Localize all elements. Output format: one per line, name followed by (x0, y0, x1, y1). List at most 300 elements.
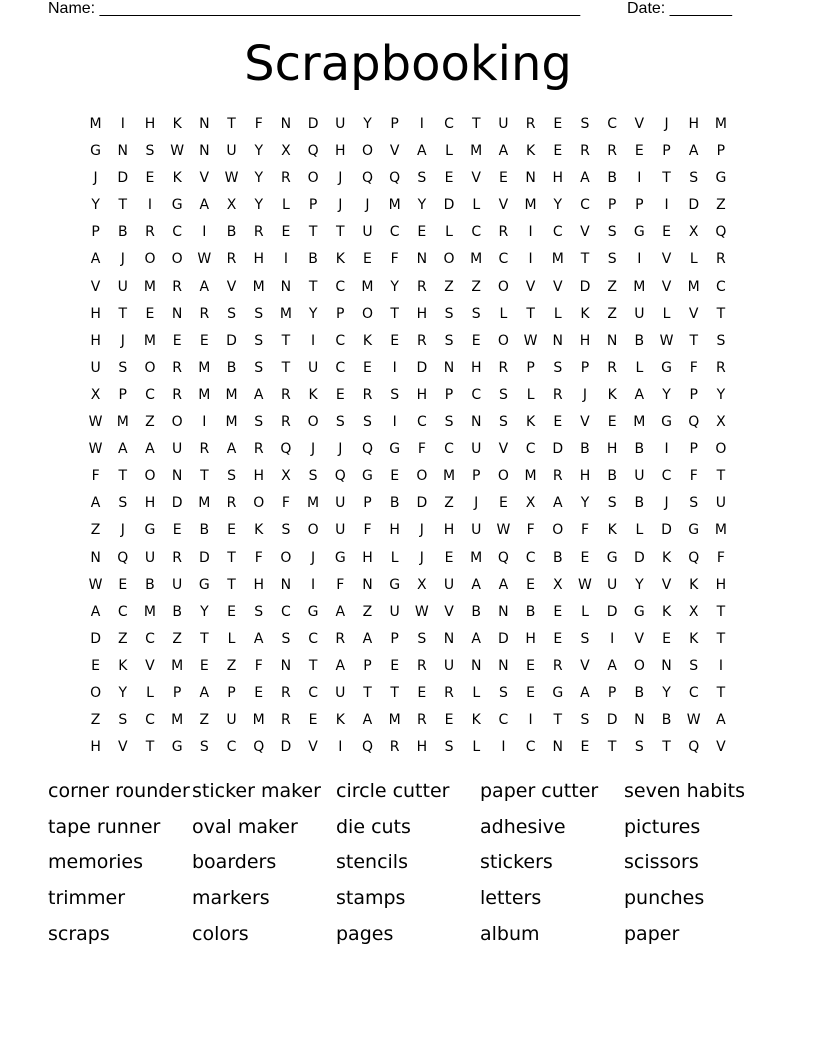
grid-letter: G (389, 441, 401, 458)
grid-letter: O (497, 468, 509, 485)
grid-letter: S (498, 684, 508, 701)
grid-letter: R (335, 630, 346, 647)
word-list-item: colors (192, 922, 249, 945)
grid-letter: E (444, 170, 454, 187)
grid-letter: R (172, 549, 183, 566)
grid-letter: H (144, 116, 156, 132)
grid-letter: S (444, 332, 454, 349)
grid-letter: A (253, 630, 264, 647)
grid-letter: X (281, 143, 291, 160)
grid-letter: M (524, 197, 537, 214)
grid-letter: W (414, 603, 429, 620)
grid-letter: I (147, 197, 153, 214)
grid-letter: V (389, 143, 400, 160)
grid-letter: U (172, 576, 183, 593)
grid-letter: S (281, 522, 291, 539)
grid-letter: T (716, 305, 726, 322)
grid-letter: P (227, 684, 236, 701)
grid-letter: T (553, 712, 563, 729)
grid-letter: O (90, 684, 102, 701)
grid-letter: N (362, 576, 373, 593)
word-list-item: trimmer (48, 887, 126, 910)
grid-letter: K (172, 170, 182, 187)
grid-letter: N (117, 143, 129, 160)
grid-letter: Q (688, 549, 700, 566)
grid-letter: C (607, 116, 618, 132)
grid-letter: S (580, 116, 590, 132)
grid-letter: E (526, 576, 536, 593)
grid-letter: U (607, 576, 618, 593)
grid-letter: E (145, 170, 155, 187)
grid-letter: O (144, 251, 156, 268)
grid-letter: V (634, 630, 645, 647)
grid-letter: G (307, 603, 319, 620)
grid-letter: O (171, 414, 183, 431)
grid-letter: U (362, 224, 373, 241)
grid-letter: O (552, 522, 564, 539)
grid-letter: S (444, 305, 454, 322)
grid-letter: E (390, 657, 400, 674)
word-list-item: seven habits (624, 780, 745, 802)
grid-letter: E (199, 332, 209, 349)
grid-letter: P (607, 684, 617, 701)
grid-letter: S (254, 359, 264, 376)
grid-letter: A (199, 197, 210, 214)
grid-letter: U (634, 468, 645, 485)
grid-letter: A (471, 630, 481, 647)
grid-letter: D (416, 359, 428, 376)
grid-letter: S (118, 495, 128, 512)
grid-letter: W (659, 332, 674, 349)
grid-letter: R (281, 414, 291, 431)
word-list-item: scraps (48, 922, 110, 945)
grid-letter: E (580, 549, 590, 566)
grid-letter: E (607, 414, 617, 431)
word-list-item: die cuts (336, 815, 411, 838)
grid-letter: F (91, 468, 100, 485)
grid-letter: W (88, 576, 103, 593)
grid-letter: H (389, 522, 400, 539)
grid-letter: S (553, 359, 563, 376)
grid-letter: L (689, 251, 698, 268)
grid-letter: R (281, 712, 291, 729)
grid-letter: H (552, 170, 564, 187)
grid-letter: N (634, 712, 645, 729)
grid-letter: Q (117, 549, 129, 566)
grid-letter: R (281, 386, 291, 403)
word-search-grid (82, 111, 735, 761)
grid-letter: F (336, 576, 345, 593)
grid-letter: L (146, 684, 154, 701)
grid-letter: M (687, 278, 700, 295)
grid-letter: V (90, 278, 101, 295)
grid-letter: H (470, 359, 482, 376)
grid-letter: I (528, 224, 533, 241)
grid-letter: U (117, 278, 128, 295)
grid-letter: A (716, 712, 726, 729)
grid-letter: M (198, 495, 211, 512)
grid-letter: T (526, 305, 535, 322)
grid-letter: K (661, 549, 672, 566)
grid-letter: J (419, 549, 424, 566)
grid-letter: Q (307, 143, 319, 160)
grid-letter: A (607, 657, 617, 674)
grid-letter: Q (334, 468, 346, 485)
grid-letter: R (172, 359, 183, 376)
grid-letter: V (661, 278, 672, 295)
grid-letter: J (120, 251, 125, 268)
grid-letter: S (498, 414, 508, 431)
grid-letter: P (363, 657, 372, 674)
grid-letter: A (199, 684, 210, 701)
grid-letter: P (390, 116, 399, 132)
grid-letter: O (171, 251, 183, 268)
grid-letter: W (88, 441, 103, 458)
grid-letter: C (416, 414, 427, 431)
grid-letter: G (606, 549, 618, 566)
grid-letter: S (254, 305, 264, 322)
grid-letter: Y (635, 576, 644, 593)
grid-letter: A (498, 576, 509, 593)
grid-letter: H (416, 739, 428, 756)
grid-letter: E (91, 657, 101, 674)
grid-letter: P (471, 468, 481, 485)
grid-letter: R (172, 278, 183, 295)
grid-letter: C (308, 630, 318, 647)
grid-letter: D (198, 549, 210, 566)
grid-letter: I (501, 739, 506, 756)
grid-letter: P (91, 224, 100, 241)
grid-letter: Z (172, 630, 182, 647)
grid-letter: R (444, 684, 454, 701)
grid-letter: O (307, 414, 319, 431)
grid-letter: U (226, 143, 237, 160)
grid-letter: E (363, 251, 372, 268)
grid-letter: M (361, 278, 374, 295)
grid-letter: V (580, 224, 590, 241)
grid-letter: T (308, 224, 318, 241)
grid-letter: D (498, 630, 509, 647)
grid-letter: N (280, 278, 292, 295)
word-list-item: memories (48, 851, 144, 874)
grid-letter: L (282, 197, 290, 214)
grid-letter: I (202, 414, 207, 431)
grid-letter: R (226, 495, 237, 512)
grid-letter: C (661, 468, 672, 485)
grid-letter: X (688, 603, 699, 620)
grid-letter: D (661, 522, 672, 539)
grid-letter: R (145, 224, 155, 241)
grid-letter: H (253, 576, 264, 593)
grid-letter: Y (553, 197, 563, 214)
grid-letter: B (172, 603, 182, 620)
grid-letter: K (254, 522, 264, 539)
grid-letter: G (171, 197, 183, 214)
grid-letter: B (389, 495, 400, 512)
grid-letter: T (716, 630, 726, 647)
grid-letter: G (661, 414, 672, 431)
grid-letter: R (389, 739, 400, 756)
grid-letter: G (688, 522, 700, 539)
grid-letter: A (90, 495, 101, 512)
grid-letter: R (416, 332, 427, 349)
grid-letter: H (253, 468, 264, 485)
grid-letter: I (338, 739, 343, 756)
grid-letter: C (498, 251, 509, 268)
grid-letter: U (389, 603, 400, 620)
grid-letter: L (472, 684, 481, 701)
grid-letter: T (308, 278, 318, 295)
grid-letter: A (145, 441, 155, 458)
grid-letter: O (144, 468, 156, 485)
grid-letter: T (118, 305, 128, 322)
word-list-item: paper cutter (480, 780, 599, 802)
grid-letter: B (607, 170, 617, 187)
grid-letter: O (443, 251, 455, 268)
grid-letter: R (552, 386, 563, 403)
grid-letter: X (525, 495, 536, 512)
grid-letter: Q (280, 441, 292, 458)
grid-letter: D (606, 603, 618, 620)
grid-letter: K (580, 305, 590, 322)
grid-letter: Z (199, 712, 210, 729)
grid-letter: C (525, 441, 536, 458)
grid-letter: V (525, 278, 536, 295)
grid-letter: H (253, 251, 264, 268)
grid-letter: S (498, 386, 508, 403)
grid-letter: T (662, 170, 671, 187)
grid-letter: N (171, 468, 183, 485)
grid-letter: S (145, 143, 155, 160)
grid-letter: J (338, 197, 343, 214)
word-list-item: pages (336, 922, 394, 945)
grid-letter: P (118, 386, 127, 403)
grid-letter: I (637, 170, 642, 187)
grid-letter: O (633, 657, 645, 674)
grid-letter: Q (715, 224, 727, 241)
grid-letter: Y (417, 197, 427, 214)
grid-letter: Y (308, 305, 318, 322)
grid-letter: W (523, 332, 538, 349)
grid-letter: E (498, 495, 508, 512)
grid-letter: N (552, 739, 564, 756)
grid-letter: M (633, 278, 646, 295)
grid-letter: W (224, 170, 239, 187)
grid-letter: E (227, 603, 236, 620)
grid-letter: N (280, 576, 292, 593)
grid-letter: D (579, 278, 591, 295)
grid-letter: R (498, 359, 509, 376)
grid-letter: R (607, 143, 618, 160)
grid-letter: U (144, 549, 156, 566)
grid-letter: L (581, 603, 589, 620)
word-list-item: letters (480, 887, 542, 910)
grid-letter: C (580, 197, 590, 214)
grid-letter: W (88, 414, 103, 431)
grid-letter: U (335, 684, 346, 701)
grid-letter: E (498, 170, 508, 187)
grid-letter: S (689, 495, 699, 512)
grid-letter: A (580, 170, 590, 187)
grid-letter: U (634, 305, 645, 322)
grid-letter: M (470, 549, 483, 566)
grid-letter: D (633, 549, 645, 566)
grid-letter: Q (361, 441, 373, 458)
grid-letter: X (552, 576, 563, 593)
grid-letter: F (363, 522, 372, 539)
grid-letter: S (444, 414, 454, 431)
grid-letter: R (416, 657, 427, 674)
grid-letter: Q (361, 739, 373, 756)
grid-letter: E (390, 332, 400, 349)
grid-letter: X (90, 386, 101, 403)
grid-letter: R (716, 251, 726, 268)
grid-letter: E (281, 224, 291, 241)
grid-letter: O (307, 170, 319, 187)
grid-letter: Z (145, 414, 155, 431)
grid-letter: O (497, 278, 509, 295)
grid-letter: E (363, 359, 372, 376)
grid-letter: H (606, 441, 618, 458)
grid-letter: R (416, 712, 427, 729)
grid-letter: H (90, 305, 101, 322)
grid-letter: Z (90, 712, 101, 729)
grid-letter: P (308, 197, 318, 214)
grid-letter: M (307, 495, 320, 512)
grid-letter: D (307, 116, 319, 132)
grid-letter: R (362, 386, 373, 403)
grid-letter: G (171, 739, 183, 756)
grid-letter: T (118, 468, 128, 485)
grid-letter: E (444, 549, 454, 566)
grid-letter: I (664, 441, 669, 458)
grid-letter: S (716, 332, 726, 349)
grid-letter: P (716, 143, 726, 160)
grid-letter: E (662, 630, 671, 647)
grid-letter: L (553, 305, 562, 322)
grid-letter: E (172, 332, 182, 349)
grid-letter: H (144, 495, 156, 512)
grid-letter: E (417, 684, 427, 701)
grid-letter: D (606, 712, 618, 729)
grid-letter: H (579, 332, 591, 349)
grid-letter: T (363, 684, 372, 701)
grid-letter: I (528, 712, 533, 729)
grid-letter: A (688, 143, 699, 160)
grid-letter: A (634, 386, 645, 403)
grid-letter: Q (688, 414, 700, 431)
word-list-item: stamps (336, 887, 406, 910)
word-list-item: markers (192, 887, 270, 910)
word-list-item: sticker maker (192, 780, 321, 802)
grid-letter: U (443, 576, 455, 593)
grid-letter: R (552, 657, 563, 674)
grid-letter: M (225, 386, 238, 403)
grid-letter: K (308, 386, 318, 403)
grid-letter: Q (361, 170, 373, 187)
grid-letter: J (474, 495, 479, 512)
grid-letter: K (689, 576, 699, 593)
grid-letter: E (254, 684, 264, 701)
grid-letter: L (472, 197, 481, 214)
grid-letter: J (120, 522, 125, 539)
grid-letter: M (279, 305, 292, 322)
grid-letter: D (117, 170, 129, 187)
grid-letter: N (280, 116, 292, 132)
grid-letter: S (227, 468, 236, 485)
grid-letter: V (444, 603, 454, 620)
grid-letter: Q (389, 170, 401, 187)
word-list-item: boarders (192, 851, 277, 874)
word-list-item: adhesive (480, 815, 566, 838)
grid-letter: C (117, 603, 128, 620)
grid-letter: A (335, 603, 346, 620)
grid-letter: O (307, 522, 319, 539)
grid-letter: H (715, 576, 727, 593)
grid-letter: E (634, 143, 644, 160)
grid-letter: Z (117, 630, 128, 647)
grid-letter: N (606, 332, 618, 349)
grid-letter: U (335, 522, 346, 539)
grid-letter: J (311, 549, 316, 566)
grid-letter: P (526, 359, 535, 376)
grid-letter: E (145, 305, 155, 322)
grid-letter: N (470, 414, 482, 431)
grid-letter: A (117, 441, 128, 458)
grid-letter: C (525, 739, 536, 756)
grid-letter: R (498, 224, 509, 241)
grid-letter: N (416, 251, 428, 268)
grid-letter: G (198, 576, 210, 593)
grid-letter: U (715, 495, 727, 512)
grid-letter: E (526, 684, 536, 701)
grid-letter: T (662, 739, 671, 756)
grid-letter: M (551, 251, 564, 268)
grid-letter: M (714, 116, 727, 132)
grid-letter: V (498, 197, 509, 214)
grid-letter: M (470, 143, 483, 160)
grid-letter: Y (716, 386, 726, 403)
grid-letter: L (635, 359, 644, 376)
grid-letter: D (416, 495, 428, 512)
grid-letter: J (93, 170, 98, 187)
grid-letter: S (118, 359, 128, 376)
grid-letter: V (117, 739, 128, 756)
grid-letter: V (661, 576, 672, 593)
grid-letter: I (202, 224, 207, 241)
grid-letter: M (143, 278, 157, 295)
grid-letter: A (90, 603, 101, 620)
grid-letter: Y (662, 386, 671, 403)
grid-letter: F (716, 549, 725, 566)
grid-letter: H (443, 522, 455, 539)
grid-letter: L (227, 630, 236, 647)
grid-letter: B (634, 684, 645, 701)
grid-letter: N (443, 630, 455, 647)
grid-letter: C (498, 712, 509, 729)
grid-letter: V (661, 251, 672, 268)
grid-letter: Y (363, 116, 372, 132)
grid-letter: U (335, 116, 346, 132)
grid-letter: B (634, 495, 645, 512)
word-list-item: circle cutter (336, 780, 450, 802)
grid-letter: Z (362, 603, 373, 620)
grid-letter: R (226, 251, 237, 268)
grid-letter: L (472, 739, 481, 756)
grid-letter: K (335, 712, 345, 729)
grid-letter: L (499, 305, 508, 322)
grid-letter: I (392, 359, 397, 376)
